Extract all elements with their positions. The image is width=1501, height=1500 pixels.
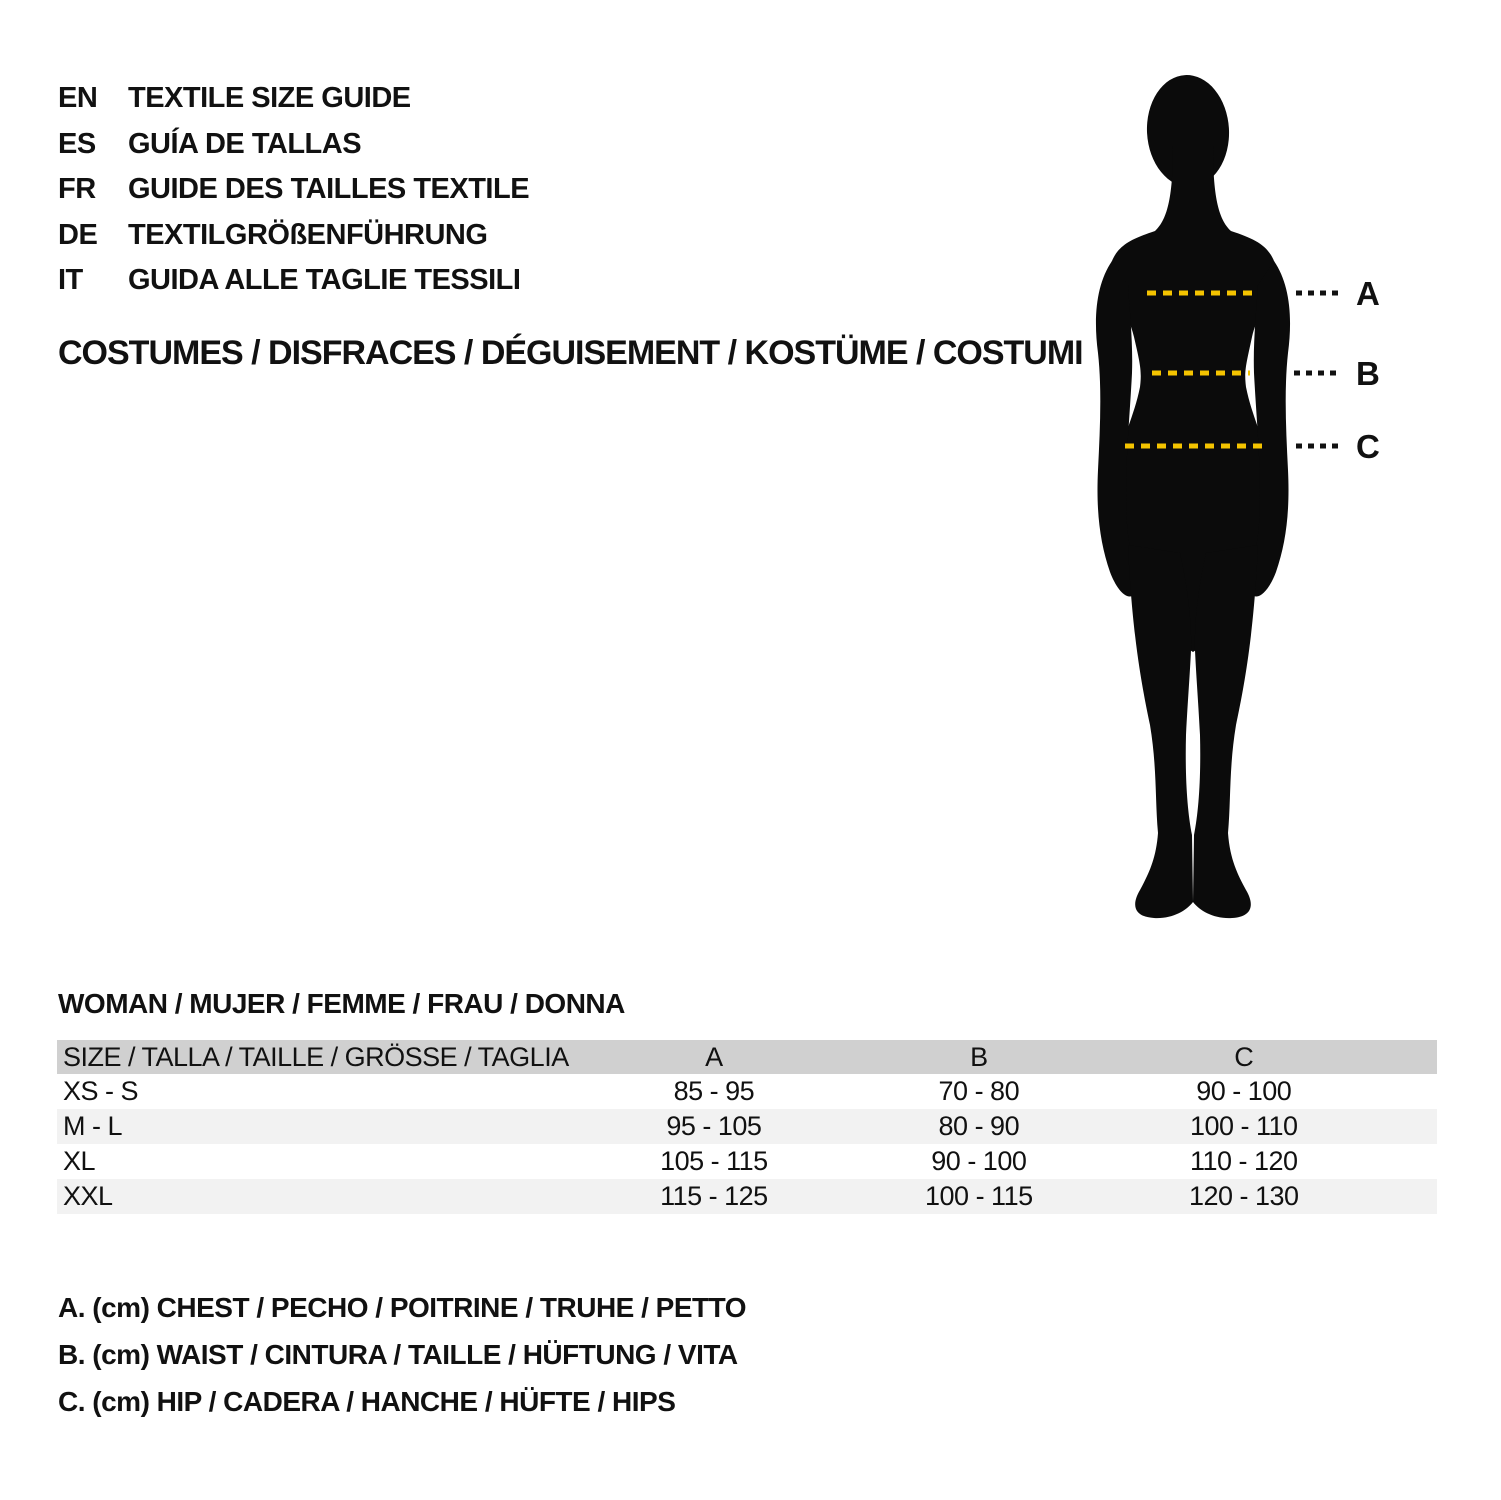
header-b: B <box>970 1041 988 1072</box>
chest-range-cell: 115 - 125 <box>660 1181 768 1211</box>
table-row-xxl <box>57 1179 1437 1214</box>
language-row-fr <box>58 167 529 213</box>
hip-label: C <box>1356 428 1380 465</box>
language-code: FR <box>58 173 96 206</box>
legend-chest: A. (cm) CHEST / PECHO / POITRINE / TRUHE / PETTO <box>58 1292 747 1323</box>
language-label: GUÍA DE TALLAS <box>128 127 362 160</box>
header-size: SIZE / TALLA / TAILLE / GRÖSSE / TAGLIA <box>63 1041 569 1072</box>
spacer-cell <box>1376 1074 1437 1109</box>
language-label: GUIDA ALLE TAGLIE TESSILI <box>128 264 521 297</box>
spacer-cell <box>1376 1109 1437 1144</box>
legend-waist: B. (cm) WAIST / CINTURA / TAILLE / HÜFTUNG / VITA <box>58 1339 738 1370</box>
table-row-m-l <box>57 1109 1437 1144</box>
hip-range-cell: 100 - 110 <box>1189 1111 1298 1141</box>
language-code: DE <box>58 218 98 251</box>
hip-range-cell: 120 - 130 <box>1188 1181 1299 1211</box>
hip-range-cell: 90 - 100 <box>1196 1076 1292 1106</box>
language-row-de <box>58 213 529 259</box>
measurement-labels <box>1356 275 1380 465</box>
waist-range-cell: 70 - 80 <box>938 1076 1020 1106</box>
language-row-it <box>58 258 529 304</box>
size-table-header-row <box>57 1040 1437 1074</box>
table-title: WOMAN / MUJER / FEMME / FRAU / DONNA <box>58 988 625 1019</box>
hip-range-cell: 110 - 120 <box>1189 1146 1298 1176</box>
silhouette-left-leg <box>1128 545 1193 918</box>
language-code: EN <box>58 82 98 115</box>
size-table <box>57 1040 1437 1214</box>
waist-range-cell: 90 - 100 <box>931 1146 1027 1176</box>
language-label: TEXTILGRÖßENFÜHRUNG <box>128 218 488 251</box>
table-row-xs-s <box>57 1074 1437 1109</box>
waist-range-cell: 80 - 90 <box>938 1111 1020 1141</box>
chest-range-cell: 85 - 95 <box>673 1076 755 1106</box>
category-title: COSTUMES / DISFRACES / DÉGUISEMENT / KOSTÜME / COSTUMI <box>58 334 1083 372</box>
size-cell: M - L <box>63 1111 123 1141</box>
woman-silhouette-figure <box>1070 75 1400 935</box>
header-spacer <box>1376 1040 1437 1074</box>
language-label: TEXTILE SIZE GUIDE <box>128 82 411 115</box>
spacer-cell <box>1376 1144 1437 1179</box>
chest-range-cell: 95 - 105 <box>666 1111 762 1141</box>
language-code: ES <box>58 127 96 160</box>
spacer-cell <box>1376 1179 1437 1214</box>
size-cell: XXL <box>63 1181 113 1211</box>
size-cell: XL <box>63 1146 96 1176</box>
chest-label: A <box>1356 275 1380 312</box>
measurement-legend <box>58 1284 746 1425</box>
header-a: A <box>705 1041 723 1072</box>
waist-range-cell: 100 - 115 <box>925 1181 1033 1211</box>
language-row-en <box>58 76 529 122</box>
language-row-es <box>58 122 529 168</box>
language-code: IT <box>58 264 83 297</box>
legend-hip: C. (cm) HIP / CADERA / HANCHE / HÜFTE / HIPS <box>58 1386 676 1417</box>
language-label: GUIDE DES TAILLES TEXTILE <box>128 173 530 206</box>
silhouette-right-leg <box>1193 545 1258 918</box>
chest-range-cell: 105 - 115 <box>660 1146 768 1176</box>
waist-label: B <box>1356 355 1380 392</box>
woman-silhouette <box>1096 75 1290 918</box>
size-cell: XS - S <box>63 1076 139 1106</box>
table-row-xl <box>57 1144 1437 1179</box>
header-c: C <box>1234 1041 1254 1072</box>
language-list <box>58 76 529 304</box>
